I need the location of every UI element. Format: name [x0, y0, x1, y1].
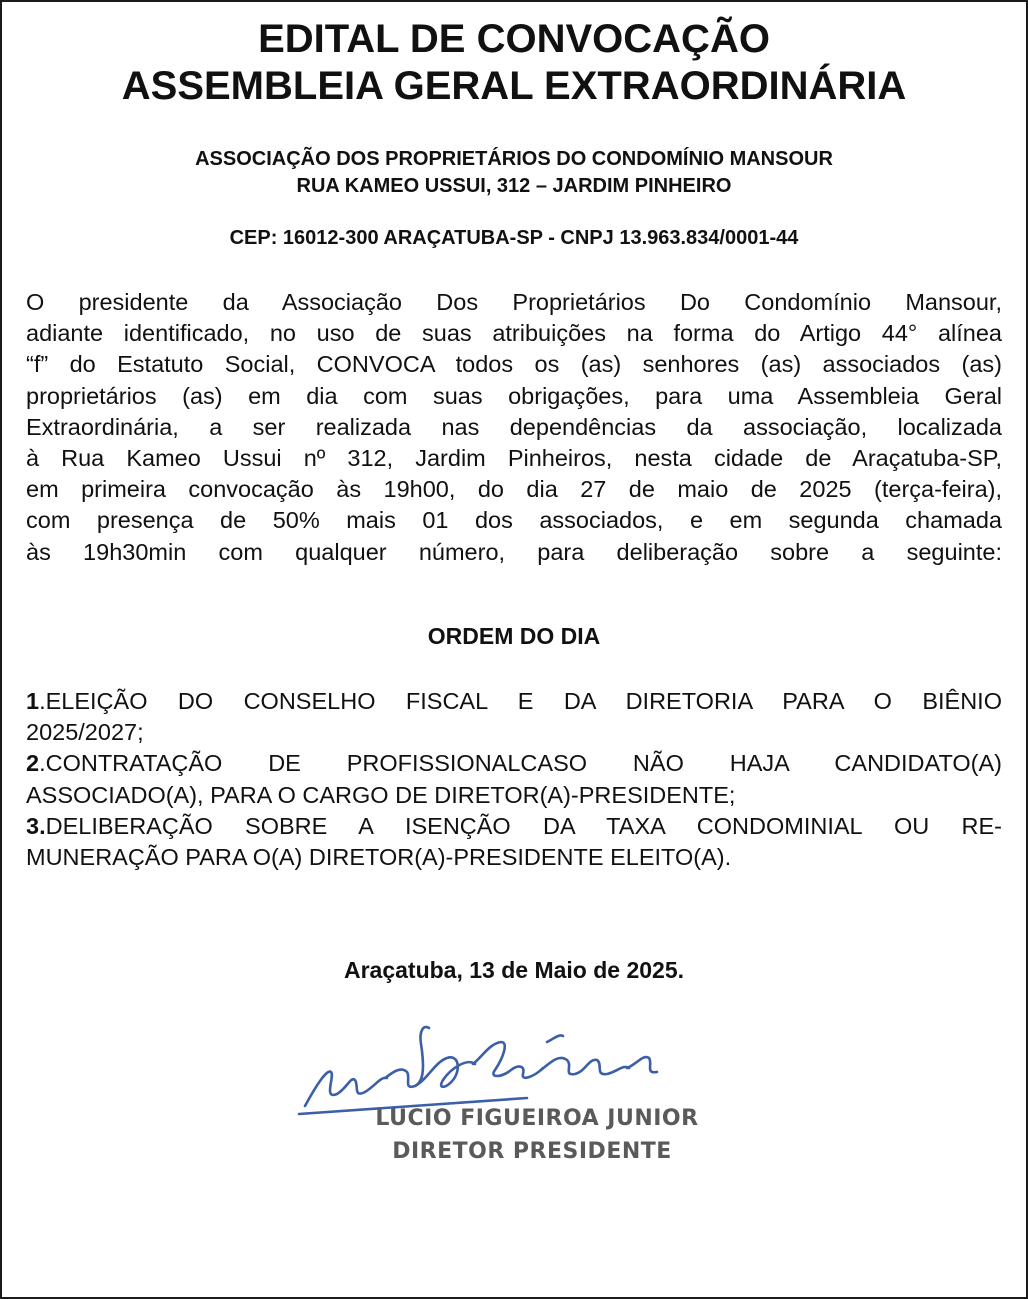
agenda-item-3-line-1	[26, 811, 1002, 842]
agenda-item-2-line-1	[26, 748, 1002, 779]
agenda-item-text: .ELEIÇÃO DO CONSELHO FISCAL E DA DIRETORIA PARA O BIÊNIO	[39, 688, 1002, 714]
organization-address: RUA KAMEO USSUI, 312 – JARDIM PINHEIRO	[296, 175, 732, 197]
title-line-2: ASSEMBLEIA GERAL EXTRAORDINÁRIA	[121, 64, 907, 108]
organization-cep-cnpj: CEP: 16012-300 ARAÇATUBA-SP - CNPJ 13.963.834/0001-44	[229, 227, 799, 249]
body-line: à Rua Kameo Ussui nº 312, Jardim Pinheiros, nesta cidade de Araçatuba-SP,	[26, 445, 1002, 472]
agenda-item-3-line-2: MUNERAÇÃO PARA O(A) DIRETOR(A)-PRESIDENTE ELEITO(A).	[26, 844, 732, 871]
body-line: em primeira convocação às 19h00, do dia 27 de maio de 2025 (terça-feira),	[26, 476, 1002, 503]
agenda-item-text: .CONTRATAÇÃO DE PROFISSIONALCASO NÃO HAJA CANDIDATO(A)	[39, 750, 1002, 777]
agenda-item-number: 1	[26, 688, 40, 714]
signatory-role: DIRETOR PRESIDENTE	[392, 1139, 672, 1164]
signature-block	[297, 1014, 737, 1174]
agenda-item-1-line-1	[26, 686, 1002, 717]
body-line: Extraordinária, a ser realizada nas dependências da associação, localizada	[26, 413, 1002, 440]
agenda-item-text: DELIBERAÇÃO SOBRE A ISENÇÃO DA TAXA CONDOMINIAL OU RE-	[45, 812, 1002, 839]
body-line: “f” do Estatuto Social, CONVOCA todos os (as) senhores (as) associados (as)	[26, 351, 1002, 378]
agenda-list	[26, 686, 1002, 873]
agenda-item-number: 3.	[26, 812, 46, 839]
convocation-body	[26, 287, 1002, 568]
agenda-item-1-line-2: 2025/2027;	[26, 719, 144, 746]
agenda-item-number: 2	[26, 750, 40, 777]
body-line: O presidente da Associação Dos Proprietários Do Condomínio Mansour,	[26, 289, 1002, 315]
body-line: adiante identificado, no uso de suas atribuições na forma do Artigo 44° alínea	[26, 320, 1002, 347]
title-line-1: EDITAL DE CONVOCAÇÃO	[258, 17, 770, 61]
agenda-item-2-line-2: ASSOCIADO(A), PARA O CARGO DE DIRETOR(A)-PRESIDENTE;	[26, 781, 736, 808]
closing-date: Araçatuba, 13 de Maio de 2025.	[343, 957, 685, 983]
body-line: às 19h30min com qualquer número, para deliberação sobre a seguinte:	[26, 538, 1002, 565]
signatory-name: LUCIO FIGUEIROA JUNIOR	[375, 1106, 699, 1131]
body-line: com presença de 50% mais 01 dos associados, e em segunda chamada	[26, 507, 1002, 534]
body-line: proprietários (as) em dia com suas obrigações, para uma Assembleia Geral	[26, 382, 1002, 409]
organization-name: ASSOCIAÇÃO DOS PROPRIETÁRIOS DO CONDOMÍNIO MANSOUR	[195, 148, 833, 170]
agenda-heading: ORDEM DO DIA	[427, 623, 601, 649]
notice-title	[2, 16, 1026, 110]
organization-header	[2, 146, 1026, 200]
